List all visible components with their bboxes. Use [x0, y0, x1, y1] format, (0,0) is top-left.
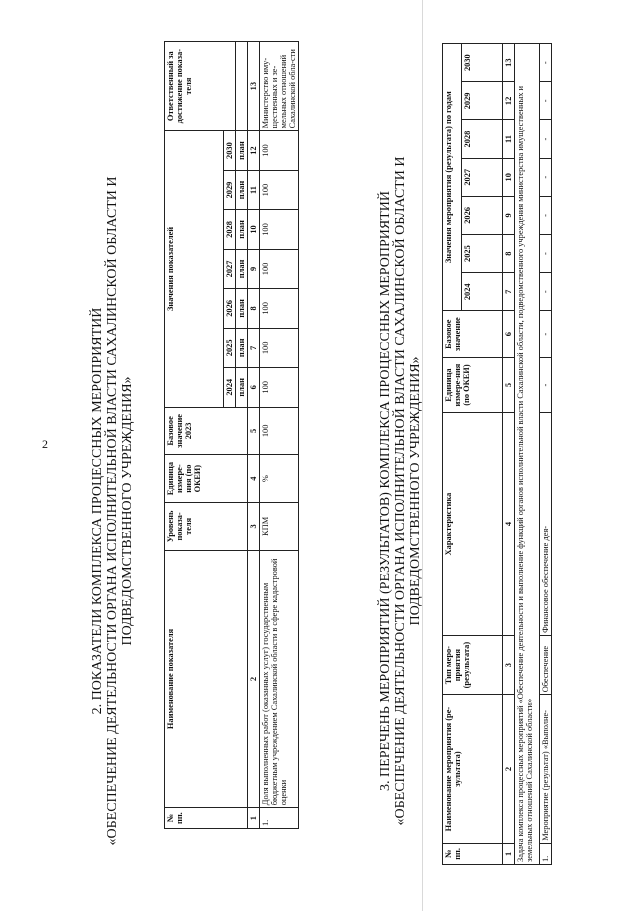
row-responsible: Министерство иму-щественных и зе-мельных отношений Сахалинской обла-сти — [260, 42, 299, 131]
header-year: 2029 — [462, 82, 503, 120]
row-name: Мероприятие (результат) «Выполне- — [540, 695, 552, 844]
row-value: - — [540, 235, 552, 273]
row-no: 1. — [260, 808, 299, 829]
header-year: 2024 — [224, 368, 236, 407]
row-value: - — [540, 120, 552, 158]
column-number: 6 — [248, 368, 260, 407]
header-responsible: Ответственный за достижение показа-теля — [165, 42, 236, 131]
header-unit: Единица измере-ния (по ОКЕИ) — [443, 358, 503, 413]
column-number: 8 — [503, 235, 515, 273]
header-plan: план — [236, 289, 248, 328]
column-number: 2 — [248, 550, 260, 807]
column-number: 9 — [503, 196, 515, 234]
header-name: Наименование мероприятия (ре-зультата) — [443, 695, 503, 844]
row-name: Доля выполненных работ (оказанных услуг) государственным бюджетным учреждением Сахалинской области в сфере кадастровой оценки — [260, 550, 299, 807]
header-plan: план — [236, 131, 248, 170]
header-no: № пп. — [443, 843, 503, 864]
row-value: 100 — [260, 368, 299, 407]
column-number: 5 — [503, 358, 515, 413]
column-number: 10 — [248, 210, 260, 249]
row-level: КПМ — [260, 503, 299, 551]
column-numbers-row — [503, 44, 515, 865]
table-row — [260, 42, 299, 829]
row-value: 100 — [260, 131, 299, 170]
column-number: 3 — [503, 635, 515, 694]
page-number: 2 — [42, 437, 48, 451]
row-value: 100 — [260, 289, 299, 328]
row-value: - — [540, 196, 552, 234]
column-number: 1 — [248, 808, 260, 829]
column-number: 10 — [503, 158, 515, 196]
section2-title — [90, 141, 135, 881]
header-responsible-empty — [236, 42, 248, 131]
header-base: Базовое значение — [443, 311, 503, 358]
task-text: Задача комплекса процессных мероприятий «Обеспечение деятельности и выполнение функций органов исполнительной власти Сахалинской области, подведомственного учреждения министерства имущественных и земельных отношений Сахалинской области» — [515, 44, 540, 865]
header-level: Уровень показа-теля — [165, 503, 248, 551]
row-unit: % — [260, 455, 299, 503]
row-value: - — [540, 158, 552, 196]
column-number: 13 — [248, 42, 260, 131]
header-unit: Единица измере-ния (по ОКЕИ) — [165, 455, 248, 503]
column-number: 11 — [248, 170, 260, 209]
row-description: Финансовое обеспечение дея- — [540, 413, 552, 636]
section2-title-line: 2. ПОКАЗАТЕЛИ КОМПЛЕКСА ПРОЦЕССНЫХ МЕРОПРИЯТИЙ — [90, 307, 105, 715]
section3-title-line: «ОБЕСПЕЧЕНИЕ ДЕЯТЕЛЬНОСТИ ОРГАНА ИСПОЛНИТЕЛЬНОЙ ВЛАСТИ САХАЛИНСКОЙ ОБЛАСТИ И — [393, 156, 408, 826]
section2-title-line: ПОДВЕДОМСТВЕННОГО УЧРЕЖДЕНИЯ» — [120, 376, 135, 646]
column-number: 4 — [503, 413, 515, 636]
header-plan: план — [236, 368, 248, 407]
section3-title — [378, 91, 423, 891]
section3-title-line: ПОДВЕДОМСТВЕННОГО УЧРЕЖДЕНИЯ» — [408, 356, 423, 626]
column-number: 11 — [503, 120, 515, 158]
row-value: - — [540, 273, 552, 311]
column-number: 4 — [248, 455, 260, 503]
column-number: 9 — [248, 249, 260, 288]
header-plan: план — [236, 170, 248, 209]
header-base: Базовое значение 2023 — [165, 407, 248, 455]
column-number: 3 — [248, 503, 260, 551]
column-number: 7 — [248, 328, 260, 367]
column-number: 5 — [248, 407, 260, 455]
header-plan: план — [236, 249, 248, 288]
column-number: 6 — [503, 311, 515, 358]
header-year: 2028 — [462, 120, 503, 158]
header-year: 2027 — [224, 249, 236, 288]
row-value: 100 — [260, 170, 299, 209]
header-year: 2027 — [462, 158, 503, 196]
table-row — [540, 44, 552, 865]
row-value: 100 — [260, 249, 299, 288]
section3-title-line: 3. ПЕРЕЧЕНЬ МЕРОПРИЯТИЙ (РЕЗУЛЬТАТОВ) КОМПЛЕКСА ПРОЦЕССНЫХ МЕРОПРИЯТИЙ — [378, 191, 393, 791]
row-no: 1. — [540, 843, 552, 864]
header-year: 2025 — [224, 328, 236, 367]
header-no: № пп. — [165, 808, 248, 829]
column-numbers-row — [248, 42, 260, 829]
header-values: Значения мероприятия (результата) по годам — [443, 44, 462, 311]
header-name: Наименование показателя — [165, 550, 248, 807]
column-number: 12 — [248, 131, 260, 170]
header-type: Тип меро-приятия (результата) — [443, 635, 503, 694]
section3-activities-table — [442, 43, 552, 865]
row-value: - — [540, 82, 552, 120]
section2-title-line: «ОБЕСПЕЧЕНИЕ ДЕЯТЕЛЬНОСТИ ОРГАНА ИСПОЛНИТЕЛЬНОЙ ВЛАСТИ САХАЛИНСКОЙ ОБЛАСТИ И — [105, 176, 120, 846]
task-row — [515, 44, 540, 865]
column-number: 13 — [503, 44, 515, 82]
header-year: 2026 — [462, 196, 503, 234]
header-year: 2028 — [224, 210, 236, 249]
column-number: 12 — [503, 82, 515, 120]
row-value: - — [540, 44, 552, 82]
section2-indicators-table — [164, 41, 299, 829]
header-plan: план — [236, 210, 248, 249]
header-description: Характеристика — [443, 413, 503, 636]
row-unit: - — [540, 358, 552, 413]
header-plan: план — [236, 328, 248, 367]
column-number: 1 — [503, 843, 515, 864]
header-year: 2025 — [462, 235, 503, 273]
column-number: 7 — [503, 273, 515, 311]
column-number: 2 — [503, 695, 515, 844]
header-year: 2024 — [462, 273, 503, 311]
header-year: 2030 — [462, 44, 503, 82]
column-number: 8 — [248, 289, 260, 328]
header-year: 2029 — [224, 170, 236, 209]
header-values: Значения показателей — [165, 131, 224, 407]
header-year: 2026 — [224, 289, 236, 328]
row-value: 100 — [260, 328, 299, 367]
row-base: - — [540, 311, 552, 358]
row-type: Обеспечение — [540, 635, 552, 694]
header-year: 2030 — [224, 131, 236, 170]
row-value: 100 — [260, 210, 299, 249]
row-base: 100 — [260, 407, 299, 455]
